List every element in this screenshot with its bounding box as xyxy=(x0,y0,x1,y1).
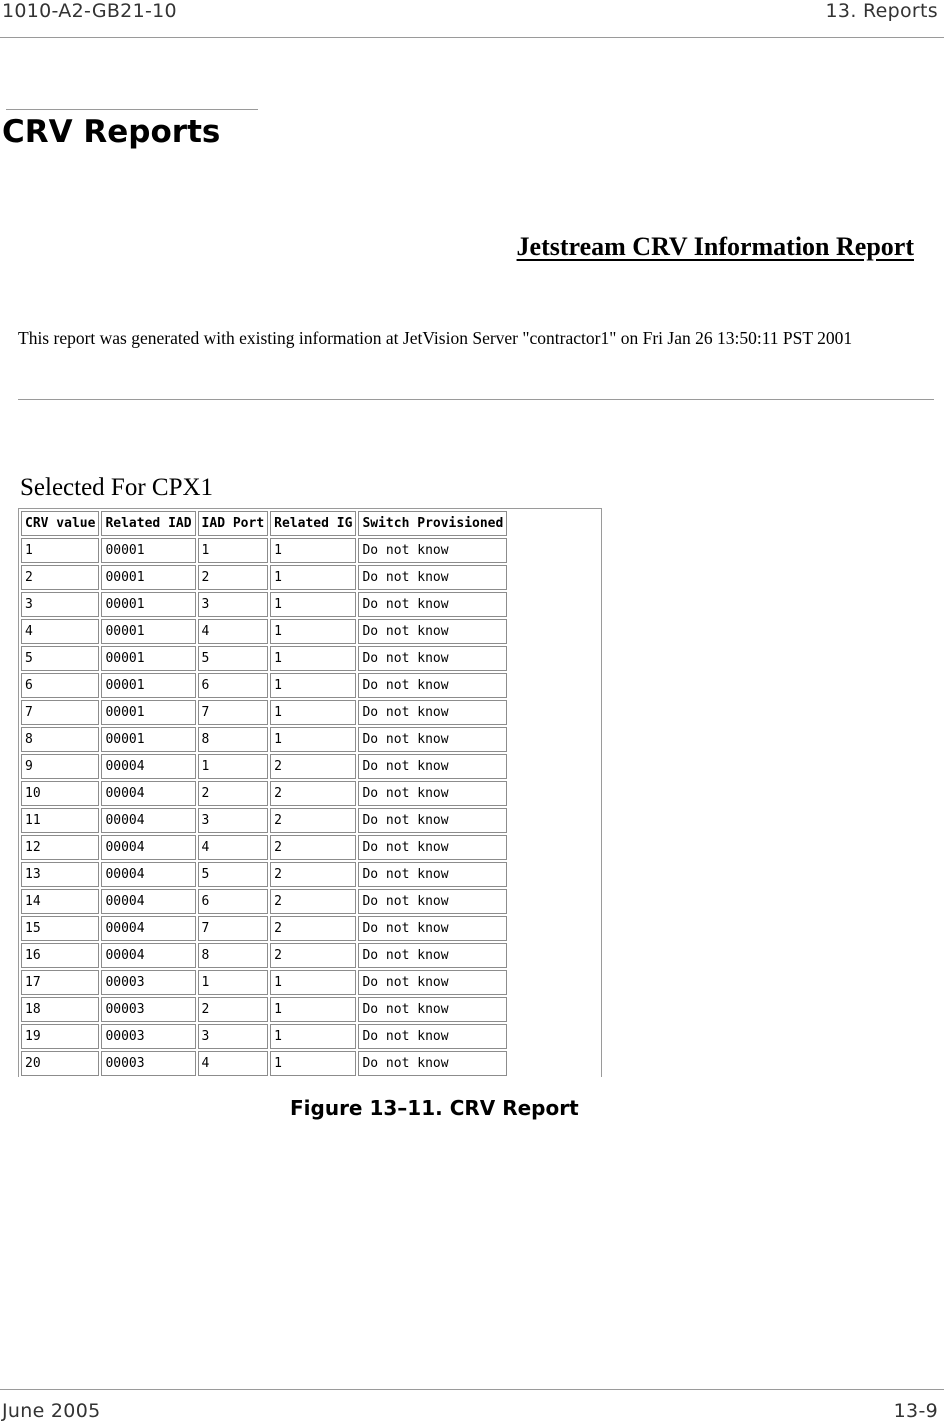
cell-related-iad: 00004 xyxy=(101,781,195,806)
table-row xyxy=(21,592,507,617)
cell-switch-provisioned: Do not know xyxy=(358,1024,507,1049)
cell-iad-port: 2 xyxy=(198,565,269,590)
cell-switch-provisioned: Do not know xyxy=(358,565,507,590)
cell-switch-provisioned: Do not know xyxy=(358,754,507,779)
cell-crv-value: 12 xyxy=(21,835,99,860)
cell-switch-provisioned: Do not know xyxy=(358,781,507,806)
table-row xyxy=(21,781,507,806)
cell-crv-value: 9 xyxy=(21,754,99,779)
cell-related-ig: 2 xyxy=(270,943,356,968)
cell-related-ig: 1 xyxy=(270,673,356,698)
cell-crv-value: 20 xyxy=(21,1051,99,1076)
report-description: This report was generated with existing information at JetVision Server "contractor1" on Fri Jan 26 13:50:11 PST 2001 xyxy=(18,328,853,348)
cell-related-iad: 00001 xyxy=(101,538,195,563)
cell-related-ig: 1 xyxy=(270,1051,356,1076)
selected-heading: Selected For CPX1 xyxy=(20,474,214,501)
cell-related-iad: 00003 xyxy=(101,970,195,995)
cell-switch-provisioned: Do not know xyxy=(358,646,507,671)
cell-related-ig: 1 xyxy=(270,727,356,752)
cell-iad-port: 3 xyxy=(198,1024,269,1049)
cell-switch-provisioned: Do not know xyxy=(358,862,507,887)
cell-iad-port: 2 xyxy=(198,997,269,1022)
footer-divider xyxy=(0,1389,944,1390)
cell-related-iad: 00001 xyxy=(101,673,195,698)
cell-related-iad: 00001 xyxy=(101,646,195,671)
cell-related-ig: 2 xyxy=(270,754,356,779)
cell-related-ig: 2 xyxy=(270,835,356,860)
cell-switch-provisioned: Do not know xyxy=(358,538,507,563)
report-title: Jetstream CRV Information Report xyxy=(516,232,914,261)
cell-related-ig: 1 xyxy=(270,646,356,671)
header-divider xyxy=(0,37,944,38)
cell-crv-value: 4 xyxy=(21,619,99,644)
cell-related-ig: 1 xyxy=(270,565,356,590)
cell-crv-value: 10 xyxy=(21,781,99,806)
cell-switch-provisioned: Do not know xyxy=(358,943,507,968)
cell-crv-value: 19 xyxy=(21,1024,99,1049)
column-header-crv-value: CRV value xyxy=(21,511,99,536)
cell-related-ig: 1 xyxy=(270,1024,356,1049)
cell-switch-provisioned: Do not know xyxy=(358,673,507,698)
cell-iad-port: 8 xyxy=(198,943,269,968)
cell-iad-port: 5 xyxy=(198,862,269,887)
cell-related-iad: 00004 xyxy=(101,916,195,941)
cell-crv-value: 16 xyxy=(21,943,99,968)
cell-iad-port: 3 xyxy=(198,592,269,617)
section-title-rule xyxy=(6,109,258,110)
cell-related-iad: 00004 xyxy=(101,943,195,968)
table-row xyxy=(21,538,507,563)
cell-related-iad: 00001 xyxy=(101,592,195,617)
cell-related-iad: 00004 xyxy=(101,835,195,860)
cell-related-iad: 00003 xyxy=(101,1051,195,1076)
cell-switch-provisioned: Do not know xyxy=(358,700,507,725)
cell-iad-port: 8 xyxy=(198,727,269,752)
cell-crv-value: 1 xyxy=(21,538,99,563)
cell-iad-port: 4 xyxy=(198,619,269,644)
cell-iad-port: 4 xyxy=(198,835,269,860)
table-row xyxy=(21,700,507,725)
cell-related-ig: 2 xyxy=(270,781,356,806)
cell-crv-value: 5 xyxy=(21,646,99,671)
cell-crv-value: 7 xyxy=(21,700,99,725)
cell-switch-provisioned: Do not know xyxy=(358,1051,507,1076)
report-divider xyxy=(18,399,934,400)
cell-crv-value: 11 xyxy=(21,808,99,833)
table-row xyxy=(21,943,507,968)
cell-crv-value: 3 xyxy=(21,592,99,617)
table-row xyxy=(21,1024,507,1049)
cell-related-ig: 1 xyxy=(270,970,356,995)
table-row xyxy=(21,808,507,833)
cell-crv-value: 14 xyxy=(21,889,99,914)
cell-related-ig: 2 xyxy=(270,889,356,914)
cell-crv-value: 2 xyxy=(21,565,99,590)
table-header-row xyxy=(21,511,507,536)
footer-page-number: 13-9 xyxy=(893,1400,938,1422)
table-row xyxy=(21,673,507,698)
cell-switch-provisioned: Do not know xyxy=(358,727,507,752)
cell-switch-provisioned: Do not know xyxy=(358,619,507,644)
cell-switch-provisioned: Do not know xyxy=(358,997,507,1022)
cell-iad-port: 5 xyxy=(198,646,269,671)
table-row xyxy=(21,1051,507,1076)
header-doc-id: 1010-A2-GB21-10 xyxy=(2,0,177,22)
cell-related-ig: 2 xyxy=(270,808,356,833)
figure-caption: Figure 13–11. CRV Report xyxy=(290,1096,579,1120)
cell-related-iad: 00003 xyxy=(101,997,195,1022)
table-row xyxy=(21,862,507,887)
crv-table xyxy=(19,509,509,1077)
cell-related-iad: 00003 xyxy=(101,1024,195,1049)
cell-crv-value: 6 xyxy=(21,673,99,698)
cell-iad-port: 1 xyxy=(198,970,269,995)
header-chapter: 13. Reports xyxy=(825,0,938,22)
crv-table-frame xyxy=(18,508,602,1077)
cell-iad-port: 1 xyxy=(198,754,269,779)
cell-crv-value: 17 xyxy=(21,970,99,995)
cell-crv-value: 18 xyxy=(21,997,99,1022)
cell-iad-port: 7 xyxy=(198,916,269,941)
cell-related-iad: 00004 xyxy=(101,808,195,833)
cell-iad-port: 1 xyxy=(198,538,269,563)
cell-switch-provisioned: Do not know xyxy=(358,835,507,860)
cell-switch-provisioned: Do not know xyxy=(358,916,507,941)
table-row xyxy=(21,835,507,860)
cell-crv-value: 15 xyxy=(21,916,99,941)
table-row xyxy=(21,916,507,941)
section-title: CRV Reports xyxy=(2,114,221,150)
cell-related-iad: 00004 xyxy=(101,889,195,914)
table-row xyxy=(21,619,507,644)
cell-crv-value: 13 xyxy=(21,862,99,887)
column-header-iad-port: IAD Port xyxy=(198,511,269,536)
table-row xyxy=(21,727,507,752)
cell-iad-port: 3 xyxy=(198,808,269,833)
table-body xyxy=(21,538,507,1076)
table-row xyxy=(21,565,507,590)
cell-related-ig: 1 xyxy=(270,997,356,1022)
cell-switch-provisioned: Do not know xyxy=(358,970,507,995)
cell-related-ig: 2 xyxy=(270,916,356,941)
cell-related-iad: 00001 xyxy=(101,619,195,644)
cell-related-ig: 2 xyxy=(270,862,356,887)
cell-related-ig: 1 xyxy=(270,592,356,617)
table-row xyxy=(21,997,507,1022)
table-row xyxy=(21,646,507,671)
table-row xyxy=(21,754,507,779)
column-header-related-iad: Related IAD xyxy=(101,511,195,536)
cell-related-iad: 00001 xyxy=(101,727,195,752)
cell-switch-provisioned: Do not know xyxy=(358,592,507,617)
cell-iad-port: 7 xyxy=(198,700,269,725)
cell-related-iad: 00001 xyxy=(101,565,195,590)
footer-date: June 2005 xyxy=(2,1400,101,1422)
cell-iad-port: 6 xyxy=(198,673,269,698)
cell-related-iad: 00001 xyxy=(101,700,195,725)
cell-crv-value: 8 xyxy=(21,727,99,752)
cell-related-iad: 00004 xyxy=(101,862,195,887)
cell-iad-port: 2 xyxy=(198,781,269,806)
cell-switch-provisioned: Do not know xyxy=(358,889,507,914)
cell-switch-provisioned: Do not know xyxy=(358,808,507,833)
column-header-switch-provisioned: Switch Provisioned xyxy=(358,511,507,536)
cell-related-iad: 00004 xyxy=(101,754,195,779)
cell-related-ig: 1 xyxy=(270,700,356,725)
table-row xyxy=(21,970,507,995)
cell-iad-port: 6 xyxy=(198,889,269,914)
cell-iad-port: 4 xyxy=(198,1051,269,1076)
column-header-related-ig: Related IG xyxy=(270,511,356,536)
table-row xyxy=(21,889,507,914)
cell-related-ig: 1 xyxy=(270,619,356,644)
cell-related-ig: 1 xyxy=(270,538,356,563)
